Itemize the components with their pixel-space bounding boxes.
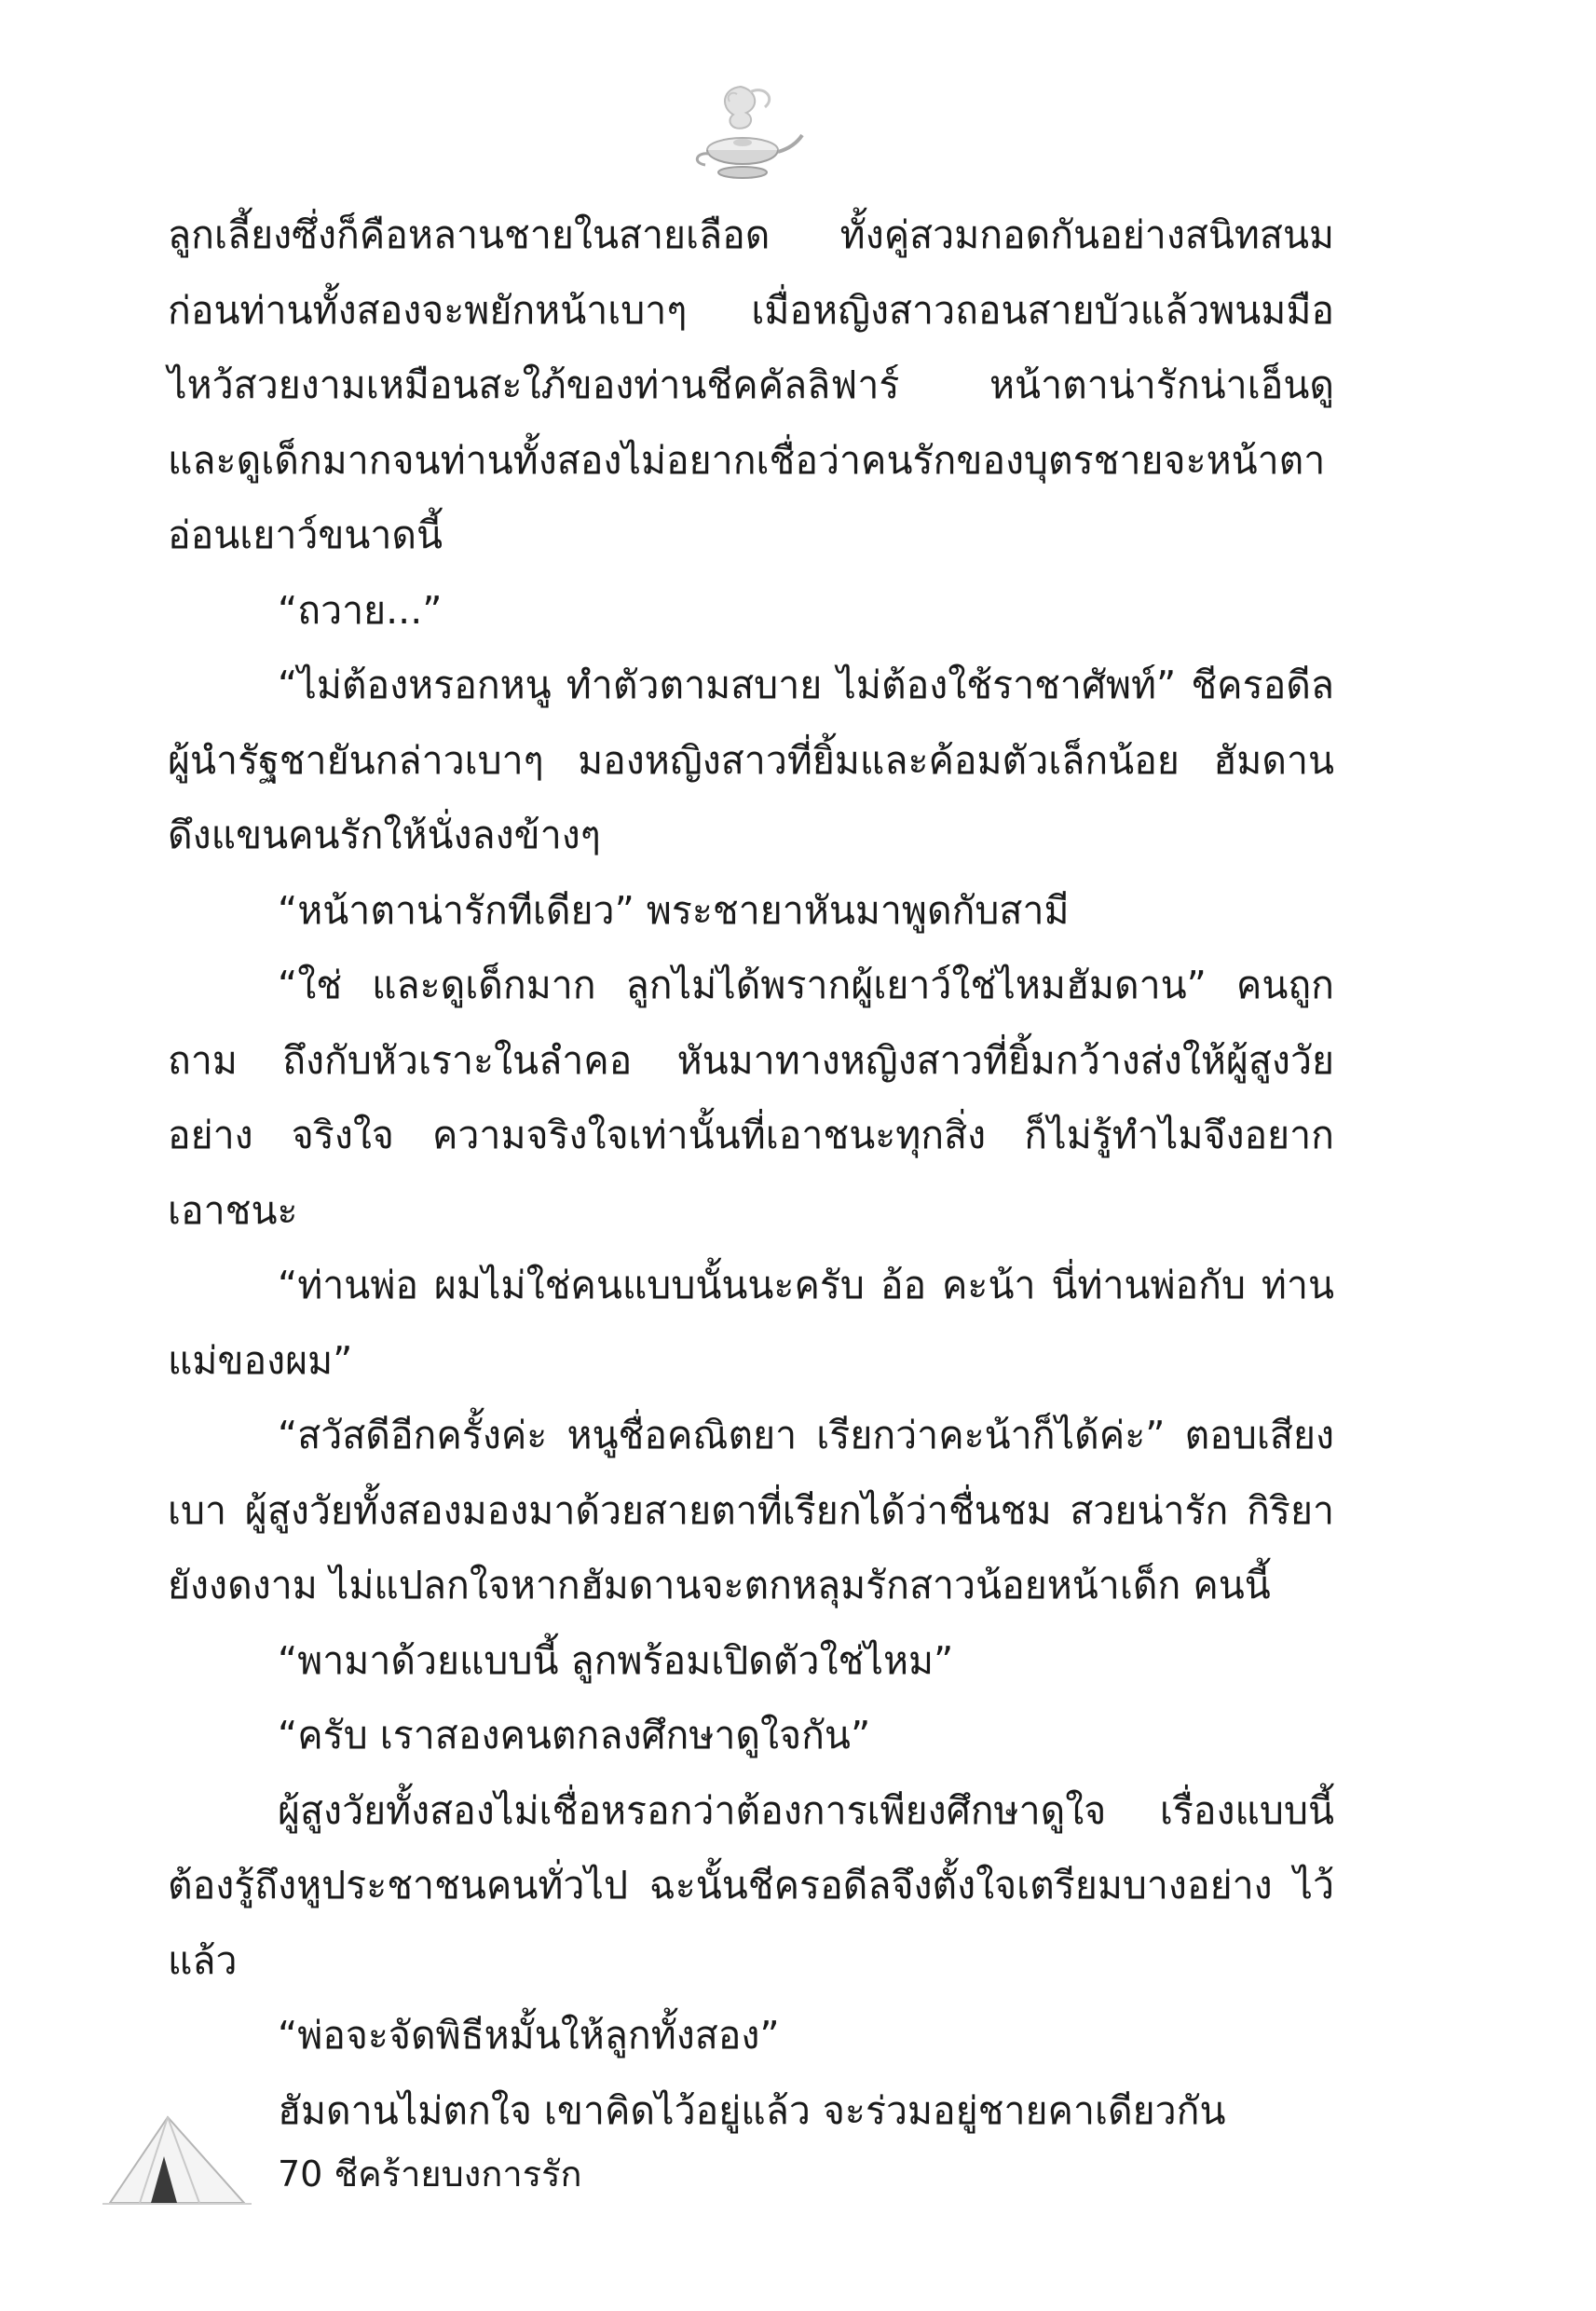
tent-icon <box>102 2113 252 2207</box>
paragraph: ฮัมดานไม่ตกใจ เขาคิดไว้อยู่แล้ว จะร่วมอยู่ชายคาเดียวกัน <box>278 2087 1226 2133</box>
paragraph: “สวัสดีอีกครั้งค่ะ หนูชื่อคณิตยา เรียกว่าคะน้าก็ได้ค่ะ” ตอบเสียง เบา ผู้สูงวัยทั้งสองมองมาด้วยสายตาที่เรียกได้ว่าชื่นชม สวยน่ารัก กิริยายังงดงาม ไม่แปลกใจหากฮัมดานจะตกหลุมรักสาวน้อยหน้าเด็ก คนนี้ <box>168 1413 1334 1607</box>
page-number: 70 <box>278 2154 323 2195</box>
paragraph: “หน้าตาน่ารักทีเดียว” พระชายาหันมาพูดกับสามี <box>278 887 1070 933</box>
genie-lamp-icon <box>685 79 806 186</box>
footer-text <box>278 2145 582 2202</box>
page-footer <box>102 2113 662 2225</box>
chapter-text <box>168 198 1334 2148</box>
paragraph: ลูกเลี้ยงซึ่งก็คือหลานชายในสายเลือด ทั้งคู่สวมกอดกันอย่างสนิทสนม ก่อนท่านทั้งสองจะพยักหน้าเบาๆ เมื่อหญิงสาวถอนสายบัวแล้วพนมมือ ไหว้สวยงามเหมือนสะใภ้ของท่านชีคคัลลิฟาร์ หน้าตาน่ารักน่าเอ็นดู และดูเด็กมากจนท่านทั้งสองไม่อยากเชื่อว่าคนรักของบุตรชายจะหน้าตา อ่อนเยาว์ขนาดนี้ <box>168 212 1334 557</box>
paragraph: “พามาด้วยแบบนี้ ลูกพร้อมเปิดตัวใช่ไหม” <box>278 1637 954 1683</box>
paragraph: “ใช่ และดูเด็กมาก ลูกไม่ได้พรากผู้เยาว์ใช่ไหมฮัมดาน” คนถูกถาม ถึงกับหัวเราะในลำคอ หันมาทางหญิงสาวที่ยิ้มกว้างส่งให้ผู้สูงวัยอย่าง จริงใจ ความจริงใจเท่านั้นที่เอาชนะทุกสิ่ง ก็ไม่รู้ทำไมจึงอยากเอาชนะ <box>168 963 1334 1233</box>
paragraph: “ไม่ต้องหรอกหนู ทำตัวตามสบาย ไม่ต้องใช้ราชาศัพท์” ชีครอดีล ผู้นำรัฐชายันกล่าวเบาๆ มองหญิงสาวที่ยิ้มและค้อมตัวเล็กน้อย ฮัมดาน ดึงแขนคนรักให้นั่งลงข้างๆ <box>168 663 1334 857</box>
paragraph: “ถวาย...” <box>278 587 443 633</box>
paragraph: “ท่านพ่อ ผมไม่ใช่คนแบบนั้นนะครับ อ้อ คะน้า นี่ท่านพ่อกับ ท่านแม่ของผม” <box>168 1263 1334 1383</box>
book-title: ชีคร้ายบงการรัก <box>334 2154 582 2195</box>
paragraph: “ครับ เราสองคนตกลงศึกษาดูใจกัน” <box>278 1713 871 1757</box>
paragraph: “พ่อจะจัดพิธีหมั้นให้ลูกทั้งสอง” <box>278 2013 780 2058</box>
paragraph: ผู้สูงวัยทั้งสองไม่เชื่อหรอกว่าต้องการเพียงศึกษาดูใจ เรื่องแบบนี้ ต้องรู้ถึงหูประชาชนคนทั่วไป ฉะนั้นชีครอดีลจึงตั้งใจเตรียมบางอย่าง ไว้แล้ว <box>168 1787 1334 1983</box>
